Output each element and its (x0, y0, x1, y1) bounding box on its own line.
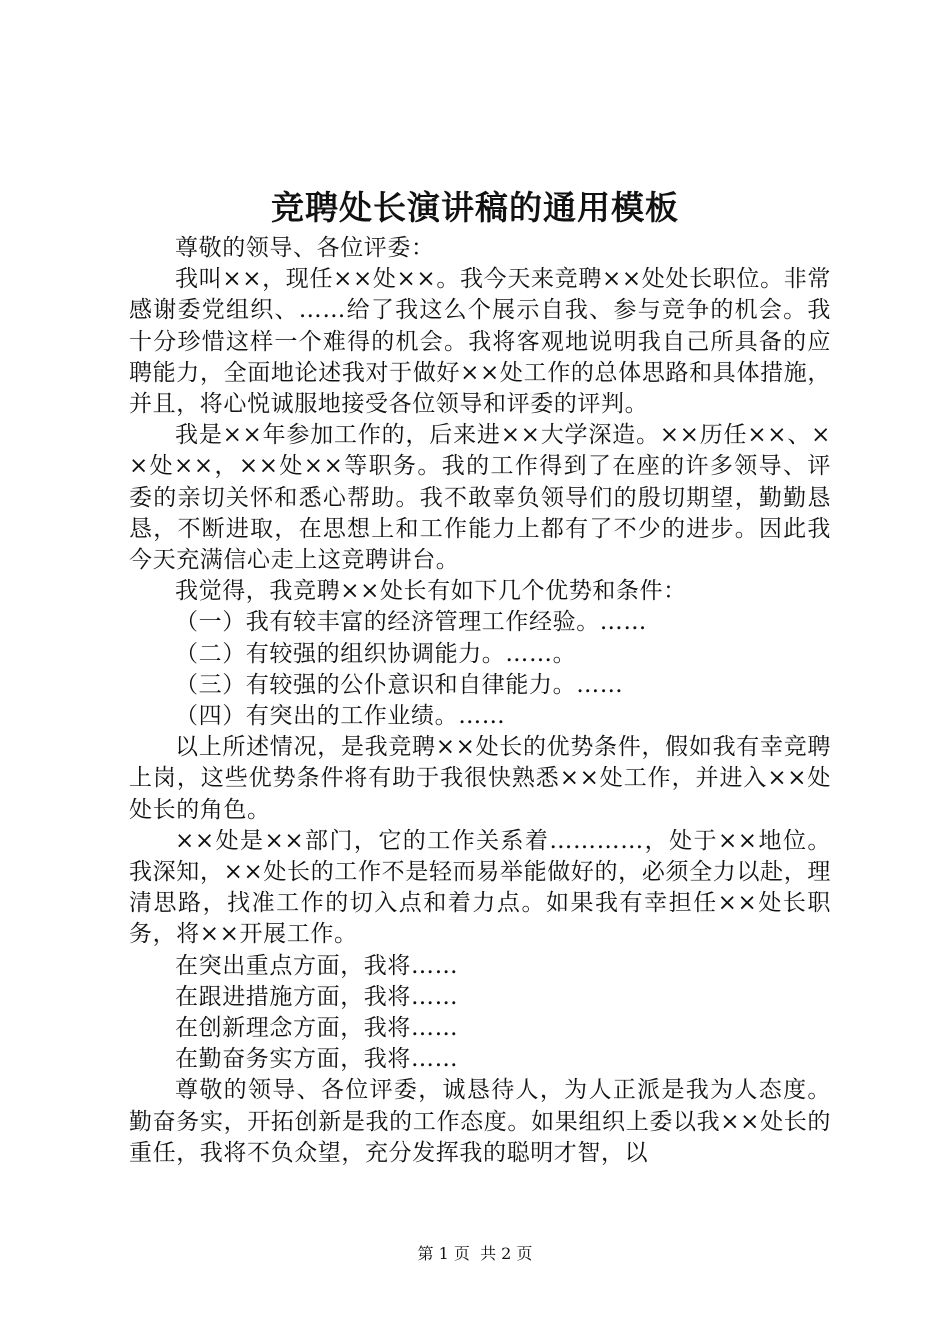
paragraph-advantage-2: （二）有较强的组织协调能力。……。 (175, 640, 577, 667)
page-number: 第 1 页 共 2 页 (417, 1244, 533, 1263)
paragraph-introduction: 我叫××，现任××处××。我今天来竞聘××处处长职位。非常感谢委党组织、……给了我这么个展示自我、参与竞争的机会。我十分珍惜这样一个难得的机会。我将客观地说明我自己所具备的应聘能力，全面地论述我对于做好××处工作的总体思路和具体措施，并且，将心悦诚服地接受各位领导和评委的评判。 (129, 266, 831, 418)
document-body (129, 233, 831, 1169)
paragraph-plan-4: 在勤奋务实方面，我将…… (175, 1046, 459, 1073)
page-footer (0, 1243, 950, 1265)
paragraph-experience: 我是××年参加工作的，后来进××大学深造。××历任××、××处××，××处××等职务。我的工作得到了在座的许多领导、评委的亲切关怀和悉心帮助。我不敢辜负领导们的殷切期望，勤勤恳恳，不断进取，在思想上和工作能力上都有了不少的进步。因此我今天充满信心走上这竞聘讲台。 (129, 422, 831, 574)
paragraph-plan-2: 在跟进措施方面，我将…… (175, 983, 459, 1010)
paragraph-advantages-intro: 我觉得，我竞聘××处长有如下几个优势和条件： (175, 578, 687, 605)
paragraph-plan-1: 在突出重点方面，我将…… (175, 952, 459, 979)
paragraph-salutation: 尊敬的领导、各位评委： (175, 235, 435, 261)
paragraph-closing: 尊敬的领导、各位评委，诚恳待人，为人正派是我为人态度。勤奋务实，开拓创新是我的工作态度。如果组织上委以我××处长的重任，我将不负众望，充分发挥我的聪明才智，以 (129, 1077, 831, 1166)
paragraph-advantage-4: （四）有突出的工作业绩。…… (175, 703, 506, 730)
paragraph-plan-3: 在创新理念方面，我将…… (175, 1015, 459, 1042)
document-title: 竞聘处长演讲稿的通用模板 (271, 188, 679, 227)
paragraph-summary: 以上所述情况，是我竞聘××处长的优势条件，假如我有幸竞聘上岗，这些优势条件将有助于我很快熟悉××处工作，并进入××处处长的角色。 (129, 734, 831, 823)
paragraph-department: ××处是××部门，它的工作关系着…………，处于××地位。我深知，××处长的工作不是轻而易举能做好的，必须全力以赴，理清思路，找准工作的切入点和着力点。如果我有幸担任××处长职务，将××开展工作。 (129, 827, 831, 948)
paragraph-advantage-1: （一）我有较丰富的经济管理工作经验。…… (175, 609, 647, 636)
paragraph-advantage-3: （三）有较强的公仆意识和自律能力。…… (175, 671, 624, 698)
